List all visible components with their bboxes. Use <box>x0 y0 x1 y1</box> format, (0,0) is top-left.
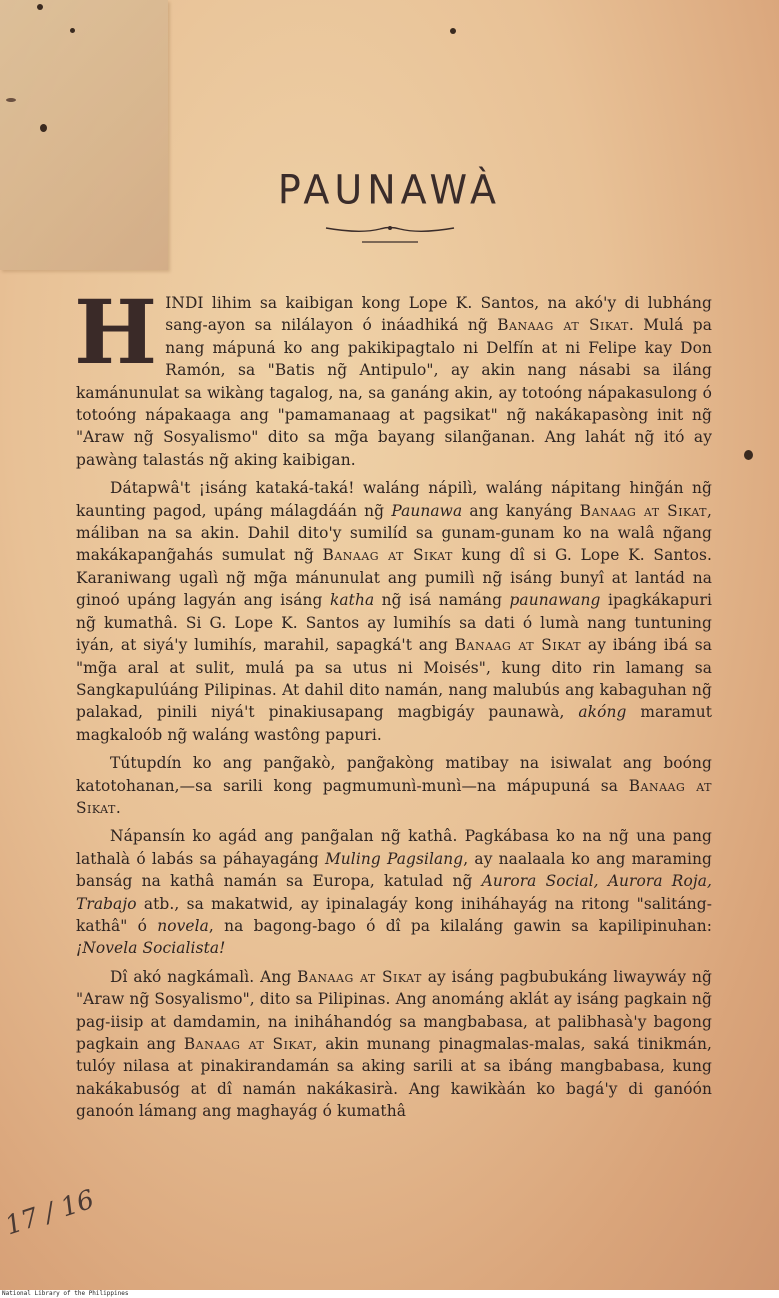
text-run: ay ibáng ibá sa "mg̃a aral at sulit, mulá pa sa utus ni Moisés", kung dito rin lamang sa Sangkapulúáng Pilipinas. At dahil dito namán, nang malubús ang kabaguhan ng̃ palakad, pinili niyá't pinakiusapang magbigáy paunawà, <box>76 636 713 722</box>
italic-text: novela <box>157 916 209 935</box>
handwritten-note: 17 / 16 <box>1 1184 98 1242</box>
ink-spot <box>70 28 75 33</box>
italic-text: Muling Pagsilang <box>324 849 464 868</box>
book-title: Banaag at Sikat <box>183 1035 313 1053</box>
page-title: PAUNAWÀ <box>277 166 502 214</box>
text-run: ipagkákapuri ng̃ kumathâ. Si G. Lope K. Santos ay lumihís sa dati ó lumà nang tuntuning iyán, at siyá'y lumihís, marahil, sapagká't ang <box>76 591 713 655</box>
text-run: maramut magkaloób ng̃ waláng wastông papuri. <box>76 703 713 744</box>
book-title: Banaag at Sikat <box>579 501 708 520</box>
article-body <box>74 280 713 1129</box>
text-run: Dî akó nagkámalì. Ang <box>110 967 298 986</box>
text-run: . Mulá pa nang mápuná ko ang pakikipagtalo ni Delfín at ni Felipe kay Don Ramón, sa "Batis ng̃ Antipulo", ay akin nang násabi sa iláng kamánunulat sa wikàng tagalog, na, sa ganáng akin, ay totoóng nápakasulong ó totoóng nápakaaga ang "pamamanaag at pagsikat" ng̃ nakákapasòng init ng̃ "Araw ng̃ Sosyalismo" dito sa mg̃a bayang silang̃anan. Ang lahát ng̃ itó ay pawàng talastás ng̃ aking kaibigan. <box>76 316 713 469</box>
text-run: , na bagong-bago ó dî pa kilaláng gawin sa kapilipinuhan: <box>208 916 712 935</box>
text-run: . <box>115 798 121 817</box>
ink-spot <box>450 28 456 34</box>
italic-text: katha <box>329 591 375 610</box>
italic-text: Paunawa <box>391 501 463 520</box>
ink-spot <box>744 450 753 460</box>
title-ornament <box>320 220 460 250</box>
paragraph-text <box>74 280 713 469</box>
text-run: Nápansín ko agád ang pang̃alan ng̃ kathâ. Pagkábasa ko na ng̃ una pang lathalà ó labás sa páhayagáng <box>76 827 712 868</box>
italic-text: akóng <box>578 703 627 722</box>
paragraph-text <box>76 479 712 743</box>
book-title: Banaag at Sikat <box>454 636 582 655</box>
text-run: ay isáng pagbubukáng liwaywáy ng̃ "Araw ng̃ Sosyalismo", dito sa Pilipinas. Ang anománg aklát ay isáng pagkain ng̃ pag-iisip at damdamin, na iniháhandóg sa mangbabasa, at palibhasà'y bagong pagkain ang <box>76 967 713 1053</box>
text-run: Tútupdín ko ang pang̃akò, pang̃akòng matibay na isiwalat ang boóng katotohanan,—sa sarili kong pagmumunì-munì—na mápupuná sa <box>76 754 712 795</box>
text-run: Dátapwâ't ¡isáng kataká-taká! waláng nápilì, waláng nápitang hing̃án ng̃ kaunting pagod, upáng málagdáán ng̃ <box>76 479 712 520</box>
paragraph <box>76 477 712 746</box>
text-run: INDI lihim sa kaibigan kong Lope K. Santos, na akó'y di lubháng sang-ayon sa nilálayon ó ináadhiká ng̃ <box>165 294 712 335</box>
ink-spot <box>40 124 47 132</box>
italic-text: ¡Novela Socialista! <box>76 939 226 958</box>
text-run: , máliban na sa akin. Dahil dito'y sumilíd sa gunam-gunam ko na walâ ng̃ang makákapang̃ahás sumulat ng̃ <box>76 501 713 565</box>
book-title: Banaag at Sikat <box>322 546 453 565</box>
text-run: , ay naalaala ko ang maraming banság na kathâ namán sa Europa, katulad ng̃ <box>76 849 712 891</box>
paragraph-text <box>76 754 712 817</box>
ink-spot <box>37 4 43 10</box>
ink-spot <box>6 98 16 102</box>
paragraph <box>74 280 713 471</box>
heading-block <box>0 168 779 212</box>
text-run: ang kanyáng <box>462 501 580 520</box>
paragraph <box>76 825 712 959</box>
drop-cap: H <box>74 280 158 384</box>
italic-text: paunawang <box>509 591 601 610</box>
text-run: atb., sa makatwid, ay ipinalagáy kong iniháhayág na ritong "salitáng-kathâ" ó <box>76 894 712 935</box>
text-run: , akin munang pinagmalas-malas, saká tinikmán, tulóy nilasa at pinakirandamán sa aking sarili at sa ibáng mangbabasa, kung nakákabusóg at dî namán nakákasirà. Ang kawikàán ko bagá'y di ganóón ganoón lámang ang maghayág ó kumathâ <box>76 1035 712 1121</box>
paragraph <box>76 966 712 1123</box>
italic-text: Aurora Social, Aurora Roja, Trabajo <box>76 872 712 913</box>
text-run: kung dî si G. Lope K. Santos. Karaniwang ugalì ng̃ mg̃a mánunulat ang pumilì ng̃ isáng bunyî at lantád na ginoó upáng lagyán ang isáng <box>76 546 712 610</box>
paragraph-text <box>76 968 712 1120</box>
book-title: Banaag at Sikat <box>497 316 629 335</box>
footer-credit: National Library of the Philippines <box>0 1290 779 1298</box>
book-title: Banaag at Sikat <box>297 967 422 986</box>
paragraph-text <box>76 827 712 957</box>
paragraph <box>76 752 712 819</box>
book-title: Banaag at Sikat <box>76 776 712 817</box>
paper-patch <box>0 0 168 270</box>
text-run: ng̃ isá namáng <box>374 591 510 610</box>
